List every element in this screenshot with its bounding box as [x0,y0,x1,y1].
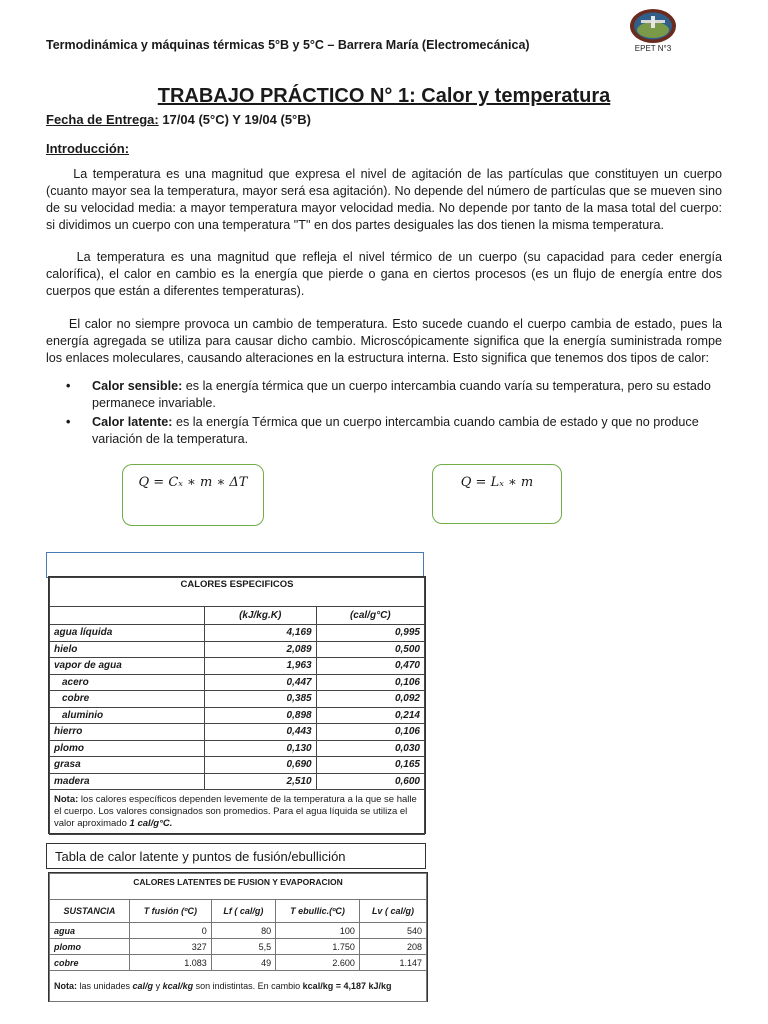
table-cell: 0,447 [204,674,316,691]
table-cell: hierro [50,724,205,741]
table-row [50,691,425,708]
due-date [46,112,311,127]
table-cell: 1.147 [359,955,426,971]
table-cell: cobre [50,955,130,971]
intro-paragraph-1-text: La temperatura es una magnitud que expresa el nivel de agitación de las partículas que constituyen un cuerpo (cuanto mayor sea la temperatura, mayor será esa agitación). No depende del número de partículas que se mueven sino de su velocidad media: a mayor temperatura mayor velocidad media. No depende por tanto de la masa total del cuerpo: si dividimos un cuerpo con una temperatura "T" en dos partes desiguales las dos tienen la misma temperatura. [46,167,722,232]
intro-paragraph-2 [46,249,722,300]
specific-heat-table [48,576,426,834]
table-note-label: Nota: [54,794,79,805]
formula-sensible: Q = Cₓ ∗ m ∗ ΔT [138,475,248,490]
table-cell: hielo [50,641,205,658]
table-cell: 0,130 [204,740,316,757]
table-cell: 0,165 [316,757,424,774]
table-cell: 80 [211,923,275,939]
table-note-unit: kcal/kg [162,981,194,991]
table-cell: 0,106 [316,674,424,691]
table-note-text: y [153,981,163,991]
table-cell: 0,214 [316,707,424,724]
table-cell: 5,5 [211,939,275,955]
table-row [50,625,425,642]
formula-box-latente [432,464,562,524]
intro-paragraph-3-text: El calor no siempre provoca un cambio de temperatura. Esto sucede cuando el cuerpo cambia de estado, pues la energía agregada se utiliza para causar dicho cambio. Microscópicamente significa que la energía suministrada rompe los enlaces moleculares, causando alteraciones en la estructura interna. Esto significa que tenemos dos tipos de calor: [46,317,722,365]
table-row [50,923,427,939]
due-date-label: Fecha de Entrega: [46,112,159,127]
table-cell: 2,510 [204,773,316,790]
table-cell: plomo [50,740,205,757]
due-date-value: 17/04 (5°C) Y 19/04 (5°B) [158,112,311,127]
table-cell: 0,470 [316,658,424,675]
page-title: TRABAJO PRÁCTICO N° 1: Calor y temperatura [157,85,611,107]
intro-paragraph-2-text: La temperatura es una magnitud que refleja el nivel térmico de un cuerpo (su capacidad para ceder energía calorífica), el calor en cambio es la energía que pierde o gana en ciertos procesos (es un flujo de energía entre dos cuerpos que están a diferentes temperaturas). [46,250,722,298]
heat-types-list [66,378,726,450]
table-header-cell: T fusión (ºC) [129,900,211,923]
table-note-unit: cal/g [132,981,154,991]
formula-box-sensible [122,464,264,526]
table-cell: 0,106 [316,724,424,741]
course-header: Termodinámica y máquinas térmicas 5°B y 5°C – Barrera María (Electromecánica) [46,38,530,52]
table-note-value: 1 cal/g°C. [129,818,173,829]
school-logo-text: EPET N°3 [634,44,672,53]
formula-latente: Q = Lₓ ∗ m [460,475,534,490]
table-note-text: las unidades [77,981,133,991]
latent-heat-caption: Tabla de calor latente y puntos de fusión/ebullición [46,843,426,869]
table-cell: 0,500 [316,641,424,658]
school-logo-emblem [628,8,678,44]
table-header-cell: SUSTANCIA [50,900,130,923]
table-row [50,724,425,741]
table-cell: plomo [50,939,130,955]
table-cell: 2,089 [204,641,316,658]
table-cell: 2.600 [276,955,360,971]
intro-paragraph-1 [46,166,722,234]
bullet-icon: • [66,379,71,393]
table-row [50,740,425,757]
table-cell: vapor de agua [50,658,205,675]
table-cell: acero [50,674,205,691]
list-item-term: Calor latente: [92,415,173,429]
table-cell: 100 [276,923,360,939]
table-row [50,757,425,774]
table-header-cell: T ebullic.(ºC) [276,900,360,923]
table-cell: cobre [50,691,205,708]
table-cell: 0,030 [316,740,424,757]
table-cell: agua [50,923,130,939]
table-row [50,674,425,691]
latent-heat-table [48,872,428,1002]
table-caption: CALORES LATENTES DE FUSION Y EVAPORACION [50,874,427,900]
table-note-text: los calores específicos dependen levemente de la temperatura a la que se halle el cuerpo. Los valores consignados son promedios. Para el agua líquida se utiliza el valor aproximado [54,794,417,829]
list-item-text: es la energía Térmica que un cuerpo intercambia cuando cambia de estado y que no produce variación de la temperatura. [92,415,699,446]
table-cell: 0,385 [204,691,316,708]
table-row [50,939,427,955]
intro-paragraph-3 [46,316,722,367]
table-row [50,641,425,658]
table-cell: 0 [129,923,211,939]
table-header-cell: Lf ( cal/g) [211,900,275,923]
table-cell: grasa [50,757,205,774]
table-cell: agua líquida [50,625,205,642]
table-cell: aluminio [50,707,205,724]
table-cell: 0,690 [204,757,316,774]
table-cell: 208 [359,939,426,955]
table-caption: CALORES ESPECIFICOS [50,578,425,607]
table-row [50,773,425,790]
list-item [66,414,726,448]
table-note [50,790,425,835]
table-cell: 540 [359,923,426,939]
table-cell: 0,092 [316,691,424,708]
table-cell: 0,443 [204,724,316,741]
table-header-cell: Lv ( cal/g) [359,900,426,923]
table-cell: 1,963 [204,658,316,675]
table-note [50,971,427,1002]
table-cell: 4,169 [204,625,316,642]
table-cell: 1.083 [129,955,211,971]
table-row [50,707,425,724]
intro-heading: Introducción: [46,141,130,156]
table-header-cell: (kJ/kg.K) [204,607,316,625]
school-logo [628,8,678,56]
table-row [50,955,427,971]
table-cell: madera [50,773,205,790]
table-header-cell [50,607,205,625]
table-cell: 327 [129,939,211,955]
list-item-text: es la energía térmica que un cuerpo intercambia cuando varía su temperatura, pero su estado permanece invariable. [92,379,711,410]
table-cell: 0,600 [316,773,424,790]
empty-caption-box [46,552,424,578]
table-cell: 49 [211,955,275,971]
list-item [66,378,726,412]
table-note-label: Nota: [54,981,77,991]
table-cell: 1.750 [276,939,360,955]
table-note-text: son indistintas. En cambio [193,981,303,991]
table-note-equation: kcal/kg = 4,187 kJ/kg [302,981,392,991]
table-cell: 0,995 [316,625,424,642]
table-header-cell: (cal/g°C) [316,607,424,625]
bullet-icon: • [66,415,71,429]
table-row [50,658,425,675]
list-item-term: Calor sensible: [92,379,183,393]
table-cell: 0,898 [204,707,316,724]
